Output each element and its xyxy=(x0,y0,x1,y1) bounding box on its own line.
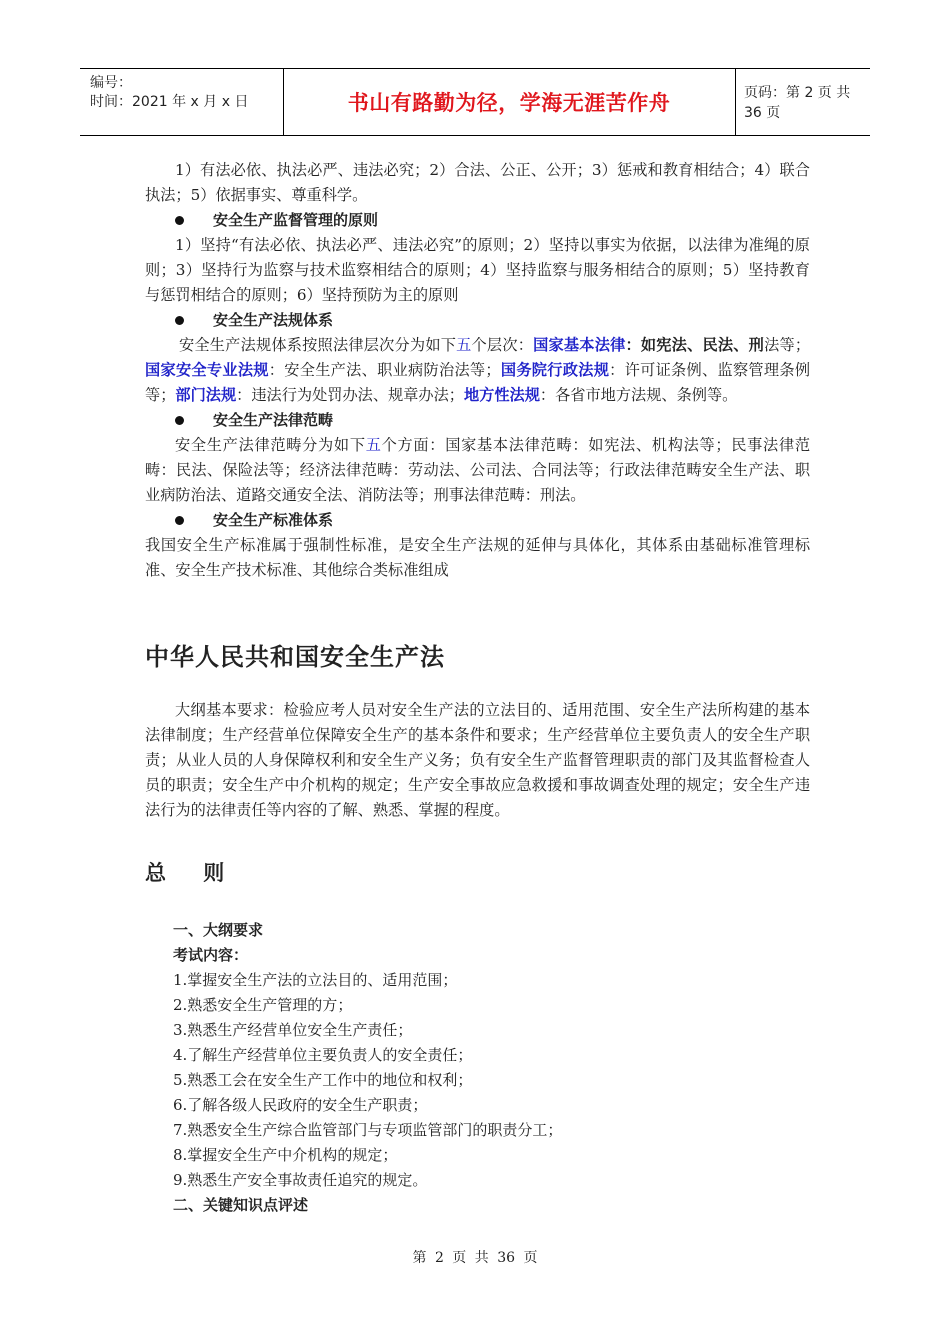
outline-heading: 二、关键知识点评述 xyxy=(173,1196,309,1214)
page-footer: 第 2 页 共 36 页 xyxy=(412,1250,538,1266)
paragraph-supervision: 1）坚持“有法必依、执法必严、违法必究”的原则；2）坚持以事实为依据，以法律为准绳的原则；3）坚持行为监察与技术监察相结合的原则；4）坚持监察与服务相结合的原则；5）坚持教育与惩罚相结合的原则；6）坚持预防为主的原则 xyxy=(145,236,810,304)
outline-heading: 一、大纲要求 xyxy=(173,921,264,939)
exam-outline xyxy=(173,918,810,1218)
highlight-text: 国务院行政法规 xyxy=(500,361,610,379)
highlight-text: 地方性法规 xyxy=(463,386,540,404)
header-page-cell xyxy=(736,69,870,135)
text-run: ：安全生产法、职业病防治法等； xyxy=(268,361,501,379)
bullet-icon xyxy=(175,316,184,325)
paragraph-legal-system xyxy=(145,333,810,408)
list-item: 8.掌握安全生产中介机构的规定； xyxy=(173,1146,398,1164)
text-run: 个方面：国家基本法律范畴：如宪法、机构法等；民事法律范畴：民法、保险法等；经济法律范畴：劳动法、公司法、合同法等；行政法律范畴安全生产法、职业病防治法、道路交通安全法、消防法等；刑事法律范畴：刑法。 xyxy=(145,436,811,504)
paragraph-principles: 1）有法必依、执法必严、违法必究；2）合法、公正、公开；3）惩戒和教育相结合；4）联合执法；5）依据事实、尊重科学。 xyxy=(145,161,810,204)
section-title: 中华人民共和国安全生产法 xyxy=(145,643,445,671)
page-header xyxy=(80,68,870,136)
list-item: 3.熟悉生产经营单位安全生产责任； xyxy=(173,1021,413,1039)
bullet-heading xyxy=(145,208,810,233)
paragraph-legal-scope xyxy=(145,433,810,508)
list-item: 9.熟悉生产安全事故责任追究的规定。 xyxy=(173,1171,428,1189)
highlight-text: 国家安全专业法规 xyxy=(145,361,269,379)
chapter-title: 总 则 xyxy=(145,861,225,885)
page-label: 页码：第 2 页 共 36 页 xyxy=(744,85,851,121)
list-item: 2.熟悉安全生产管理的方； xyxy=(173,996,353,1014)
bullet-heading-label: 安全生产监督管理的原则 xyxy=(213,211,379,229)
bullet-icon xyxy=(175,216,184,225)
outline-subheading: 考试内容： xyxy=(173,946,249,964)
list-item: 4.了解生产经营单位主要负责人的安全责任； xyxy=(173,1046,473,1064)
bullet-heading xyxy=(145,408,810,433)
header-meta-cell xyxy=(80,69,284,135)
header-motto-cell xyxy=(283,69,736,135)
bullet-heading-label: 安全生产标准体系 xyxy=(213,511,334,529)
text-run: 个层次： xyxy=(471,336,534,354)
text-run: 法等； xyxy=(764,336,811,354)
text-run: ：许可证条例、监察管理条例等； xyxy=(145,361,811,404)
list-item: 6.了解各级人民政府的安全生产职责； xyxy=(173,1096,428,1114)
paragraph-syllabus: 大纲基本要求：检验应考人员对安全生产法的立法目的、适用范围、安全生产法所构建的基本法律制度；生产经营单位保障安全生产的基本条件和要求；生产经营单位主要负责人的安全生产职责；从业人员的人身保障权利和安全生产义务；负有安全生产监督管理职责的部门及其监督检查人员的职责；安全生产中介机构的规定；生产安全事故应急救援和事故调查处理的规定；安全生产违法行为的法律责任等内容的了解、熟悉、掌握的程度。 xyxy=(145,701,810,819)
text-run: 安全生产法规体系按照法律层次分为如下 xyxy=(179,336,457,354)
bullet-heading-label: 安全生产法规体系 xyxy=(213,311,334,329)
number-label: 编号： xyxy=(90,75,132,91)
text-run: 安全生产法律范畴分为如下 xyxy=(175,436,366,454)
text-run: ：违法行为处罚办法、规章办法； xyxy=(236,386,464,404)
list-item: 7.熟悉安全生产综合监管部门与专项监管部门的职责分工； xyxy=(173,1121,563,1139)
bullet-heading-label: 安全生产法律范畴 xyxy=(213,411,334,429)
highlight-text: 五 xyxy=(456,336,472,354)
text-run: ：各省市地方法规、条例等。 xyxy=(539,386,738,404)
bullet-heading xyxy=(145,508,810,533)
section-regulations xyxy=(145,158,810,583)
highlight-text: 国家基本法律 xyxy=(533,336,626,354)
bullet-heading xyxy=(145,308,810,333)
paragraph-standards: 我国安全生产标准属于强制性标准，是安全生产法规的延伸与具体化，其体系由基础标准管理标准、安全生产技术标准、其他综合类标准组成 xyxy=(145,536,810,579)
bullet-icon xyxy=(175,416,184,425)
date-label: 时间：2021 年 x 月 x 日 xyxy=(90,94,249,110)
list-item: 5.熟悉工会在安全生产工作中的地位和权利； xyxy=(173,1071,473,1089)
syllabus-block xyxy=(145,698,810,823)
list-item: 1.掌握安全生产法的立法目的、适用范围； xyxy=(173,971,458,989)
text-run: ：如宪法、民法、刑 xyxy=(625,336,765,354)
bullet-icon xyxy=(175,516,184,525)
motto: 书山有路勤为径，学海无涯苦作舟 xyxy=(347,91,671,115)
highlight-text: 五 xyxy=(365,436,382,454)
highlight-text: 部门法规 xyxy=(175,386,237,404)
